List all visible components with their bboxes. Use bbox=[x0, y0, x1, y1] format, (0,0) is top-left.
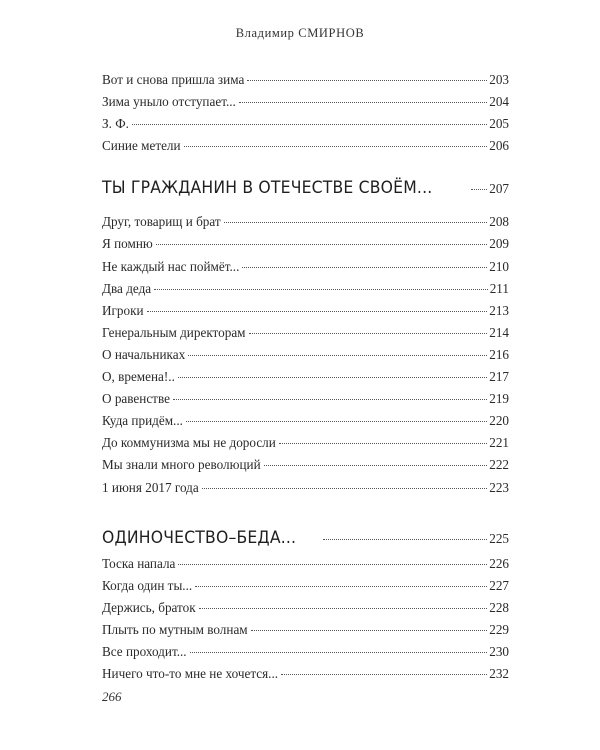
toc-entry[interactable] bbox=[102, 303, 509, 325]
toc-entry-title: Мы знали много революций bbox=[102, 457, 261, 473]
dot-leader bbox=[184, 146, 488, 147]
toc-entry-title: Я помню bbox=[102, 236, 153, 252]
toc-entry[interactable] bbox=[102, 236, 509, 258]
toc-entry-page: 209 bbox=[489, 236, 509, 252]
toc-entry[interactable] bbox=[102, 116, 509, 138]
dot-leader bbox=[247, 80, 487, 81]
toc-entry[interactable] bbox=[102, 578, 509, 600]
dot-leader bbox=[239, 102, 487, 103]
toc-entry-page: 228 bbox=[489, 599, 509, 615]
table-of-contents bbox=[102, 72, 509, 688]
toc-entry-title: Ничего что-то мне не хочется... bbox=[102, 666, 279, 682]
toc-entry[interactable] bbox=[102, 622, 509, 644]
toc-entry-page: 229 bbox=[489, 621, 509, 637]
toc-entry-page: 210 bbox=[489, 258, 509, 274]
toc-entry[interactable] bbox=[102, 325, 509, 347]
page-number: 266 bbox=[102, 689, 122, 704]
toc-entry[interactable] bbox=[102, 644, 509, 666]
dot-leader bbox=[251, 630, 488, 631]
section-page: 225 bbox=[489, 530, 509, 546]
toc-entry-title: Синие метели bbox=[102, 138, 181, 154]
toc-entry-title: Все проходит... bbox=[102, 643, 187, 659]
toc-entry[interactable] bbox=[102, 413, 509, 435]
toc-entry[interactable] bbox=[102, 347, 509, 369]
dot-leader bbox=[202, 488, 487, 489]
dot-leader bbox=[190, 652, 488, 653]
section-title: ТЫ ГРАЖДАНИН В ОТЕЧЕСТВЕ СВОЁМ... bbox=[102, 178, 433, 199]
toc-section-heading[interactable] bbox=[102, 502, 509, 556]
toc-entry[interactable] bbox=[102, 259, 509, 281]
toc-entry[interactable] bbox=[102, 281, 509, 303]
toc-entry-title: О равенстве bbox=[102, 391, 170, 407]
toc-entry-page: 217 bbox=[489, 369, 509, 385]
toc-entry-title: З. Ф. bbox=[102, 116, 129, 132]
toc-entry-title: Держись, браток bbox=[102, 599, 196, 615]
toc-entry-title: Куда придём... bbox=[102, 413, 183, 429]
toc-entry-page: 219 bbox=[489, 391, 509, 407]
toc-entry[interactable] bbox=[102, 480, 509, 502]
dot-leader bbox=[224, 222, 488, 223]
toc-entry-title: О, времена!.. bbox=[102, 369, 175, 385]
toc-entry-title: До коммунизма мы не доросли bbox=[102, 435, 276, 451]
dot-leader bbox=[178, 564, 487, 565]
dot-leader bbox=[173, 399, 487, 400]
toc-entry-page: 214 bbox=[489, 324, 509, 340]
toc-entry[interactable] bbox=[102, 214, 509, 236]
dot-leader bbox=[186, 421, 487, 422]
toc-entry[interactable] bbox=[102, 138, 509, 160]
dot-leader bbox=[147, 311, 488, 312]
toc-entry-title: Плыть по мутным волнам bbox=[102, 621, 248, 637]
dot-leader bbox=[199, 608, 488, 609]
toc-entry-page: 223 bbox=[489, 479, 509, 495]
toc-entry[interactable] bbox=[102, 391, 509, 413]
toc-entry-page: 220 bbox=[489, 413, 509, 429]
toc-entry-page: 226 bbox=[489, 555, 509, 571]
running-head: Владимир СМИРНОВ bbox=[235, 26, 365, 40]
toc-entry[interactable] bbox=[102, 72, 509, 94]
dot-leader bbox=[281, 674, 487, 675]
section-title: ОДИНОЧЕСТВО–БЕДА... bbox=[102, 527, 297, 548]
dot-leader bbox=[249, 333, 488, 334]
toc-entry-page: 205 bbox=[489, 116, 509, 132]
toc-entry-page: 206 bbox=[489, 138, 509, 154]
dot-leader bbox=[279, 443, 487, 444]
dot-leader bbox=[154, 289, 488, 290]
toc-entry-page: 211 bbox=[489, 280, 509, 296]
toc-entry-page: 222 bbox=[489, 457, 509, 473]
toc-entry[interactable] bbox=[102, 457, 509, 479]
toc-entry-title: 1 июня 2017 года bbox=[102, 479, 199, 495]
toc-entry-title: Не каждый нас поймёт... bbox=[102, 258, 240, 274]
dot-leader bbox=[242, 267, 487, 268]
section-page: 207 bbox=[489, 181, 509, 197]
dot-leader bbox=[195, 586, 487, 587]
toc-entry-page: 213 bbox=[489, 302, 509, 318]
toc-entry-page: 208 bbox=[489, 214, 509, 230]
toc-entry-title: О начальниках bbox=[102, 346, 186, 362]
toc-entry-page: 232 bbox=[489, 666, 509, 682]
toc-entry-page: 216 bbox=[489, 346, 509, 362]
dot-leader bbox=[323, 539, 487, 540]
dot-leader bbox=[471, 189, 487, 190]
dot-leader bbox=[178, 377, 487, 378]
toc-entry[interactable] bbox=[102, 94, 509, 116]
toc-entry[interactable] bbox=[102, 600, 509, 622]
toc-entry-page: 227 bbox=[489, 577, 509, 593]
toc-entry[interactable] bbox=[102, 435, 509, 457]
toc-section-heading[interactable] bbox=[102, 160, 509, 214]
toc-entry[interactable] bbox=[102, 369, 509, 391]
toc-entry-title: Генеральным директорам bbox=[102, 324, 246, 340]
toc-entry-page: 203 bbox=[489, 72, 509, 87]
toc-entry-title: Зима уныло отступает... bbox=[102, 94, 236, 110]
toc-entry-page: 221 bbox=[489, 435, 509, 451]
toc-entry-page: 230 bbox=[489, 643, 509, 659]
toc-entry-title: Игроки bbox=[102, 302, 144, 318]
dot-leader bbox=[156, 244, 487, 245]
toc-entry-title: Тоска напала bbox=[102, 555, 176, 571]
toc-entry-page: 204 bbox=[489, 94, 509, 110]
dot-leader bbox=[264, 465, 488, 466]
toc-entry[interactable] bbox=[102, 556, 509, 578]
toc-entry-title: Когда один ты... bbox=[102, 577, 193, 593]
toc-entry-title: Два деда bbox=[102, 280, 152, 296]
dot-leader bbox=[188, 355, 487, 356]
toc-entry[interactable] bbox=[102, 666, 509, 688]
toc-entry-title: Вот и снова пришла зима bbox=[102, 72, 245, 87]
toc-entry-title: Друг, товарищ и брат bbox=[102, 214, 221, 230]
dot-leader bbox=[132, 124, 487, 125]
